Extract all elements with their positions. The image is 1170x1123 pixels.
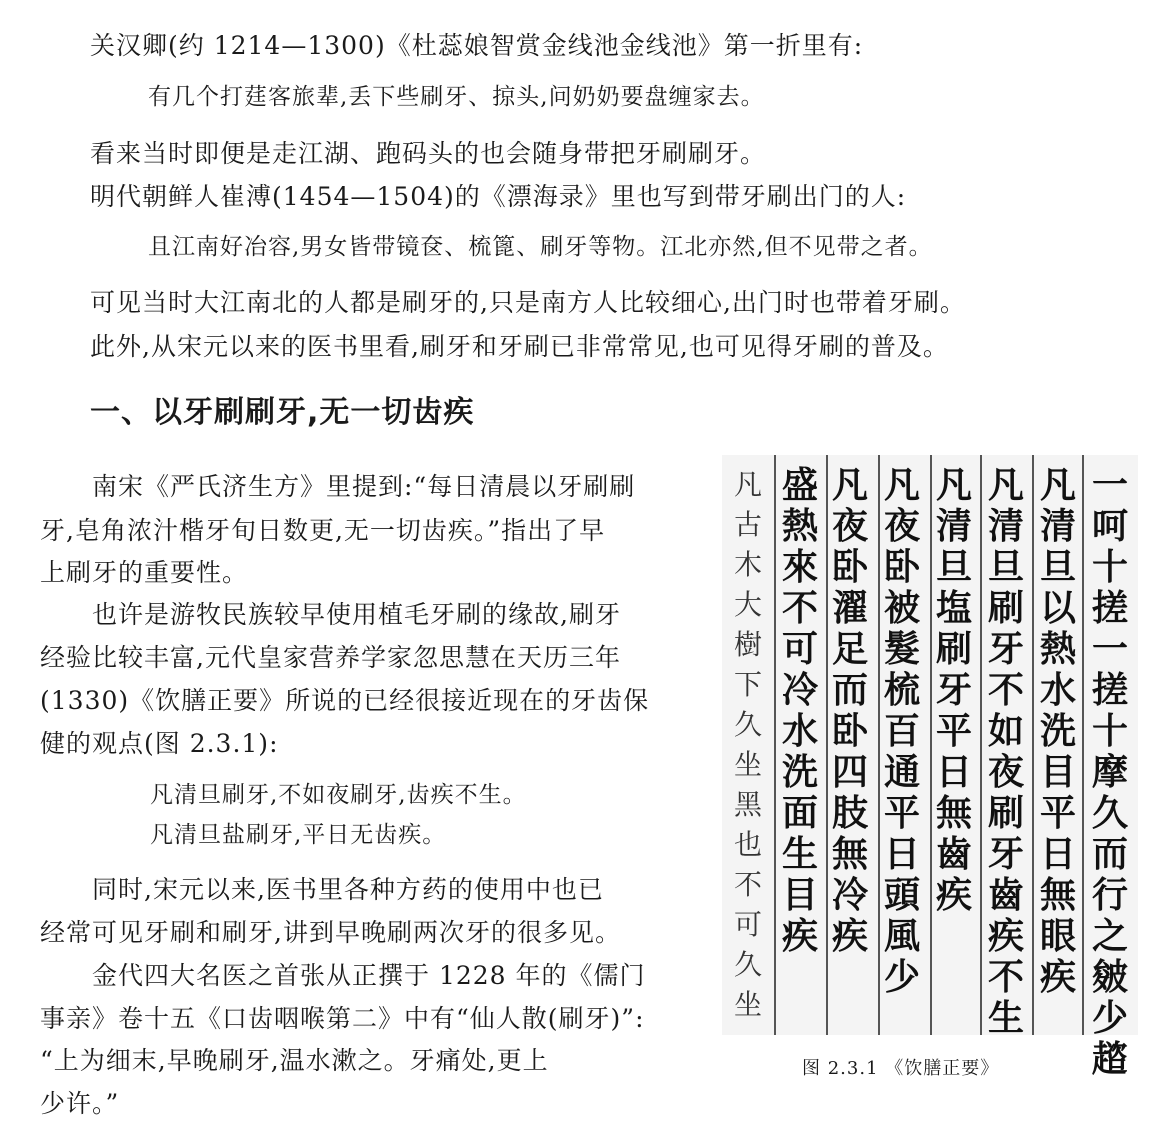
figure-glyph: 足	[831, 628, 868, 670]
figure-glyph: 刷	[987, 792, 1024, 834]
figure-glyph: 平	[883, 792, 920, 834]
figure-glyph: 坐	[733, 988, 762, 1021]
figure-glyph: 四	[831, 751, 868, 793]
figure-glyph: 洗	[781, 751, 818, 793]
figure-glyph: 以	[1039, 587, 1076, 629]
figure-glyph: 風	[883, 915, 920, 957]
figure-column-3	[984, 465, 1028, 1039]
text-line: 同时,宋元以来,医书里各种方药的使用中也已	[92, 875, 604, 904]
figure-glyph: 夜	[831, 505, 868, 547]
figure-glyph: 卧	[883, 546, 920, 588]
figure-glyph: 平	[935, 710, 972, 752]
figure-glyph: 而	[831, 669, 868, 711]
figure-glyph: 久	[733, 708, 762, 741]
figure-glyph: 大	[733, 588, 762, 621]
figure-glyph: 久	[1091, 792, 1128, 834]
figure-glyph: 木	[733, 548, 762, 581]
figure-glyph: 可	[733, 908, 762, 941]
figure-glyph: 之	[1091, 915, 1128, 957]
paragraph-guan-hanqing: 关汉卿(约 1214—1300)《杜蕊娘智赏金线池金线池》第一折里有:	[90, 31, 864, 60]
figure-glyph: 清	[987, 505, 1024, 547]
figure-glyph: 古	[733, 508, 762, 541]
figure-glyph: 生	[987, 997, 1024, 1039]
figure-glyph: 盛	[781, 464, 818, 506]
figure-column-2	[1036, 465, 1080, 998]
section-heading: 一、以牙刷刷牙,无一切齿疾	[90, 395, 475, 430]
figure-glyph: 百	[883, 710, 920, 752]
paragraph-yishu: 此外,从宋元以来的医书里看,刷牙和牙刷已非常常见,也可见得牙刷的普及。	[90, 332, 949, 361]
figure-glyph: 目	[781, 874, 818, 916]
figure-glyph: 如	[987, 710, 1024, 752]
figure-glyph: 來	[781, 546, 818, 588]
figure-glyph: 也	[733, 828, 762, 861]
figure-glyph: 日	[1039, 833, 1076, 875]
figure-glyph: 凡	[831, 464, 868, 506]
quote-jiangnan: 且江南好冶容,男女皆带镜奁、梳篦、刷牙等物。江北亦然,但不见带之者。	[148, 234, 933, 260]
text-line: 事亲》卷十五《口齿咽喉第二》中有“仙人散(刷牙)”:	[40, 1004, 645, 1033]
text-line: 经验比较丰富,元代皇家营养学家忽思慧在天历三年	[40, 643, 621, 672]
figure-glyph: 目	[1039, 751, 1076, 793]
figure-glyph: 無	[935, 792, 972, 834]
figure-glyph: 疾	[781, 915, 818, 957]
figure-glyph: 不	[987, 956, 1024, 998]
figure-glyph: 夜	[987, 751, 1024, 793]
figure-glyph: 一	[1091, 464, 1128, 506]
figure-glyph: 水	[781, 710, 818, 752]
text-line: “上为细末,早晚刷牙,温水漱之。牙痛处,更上	[40, 1046, 549, 1075]
figure-glyph: 水	[1039, 669, 1076, 711]
figure-glyph: 熱	[781, 505, 818, 547]
figure-glyph: 眼	[1039, 915, 1076, 957]
figure-glyph: 不	[987, 669, 1024, 711]
column-rule	[1082, 455, 1084, 1035]
quote-jin-xian-chi: 有几个打莛客旅辈,丢下些刷牙、掠头,问奶奶要盘缠家去。	[148, 84, 765, 110]
column-rule	[980, 455, 982, 1035]
figure-glyph: 旦	[987, 546, 1024, 588]
figure-glyph: 凡	[1039, 464, 1076, 506]
paragraph-nanbei: 可见当时大江南北的人都是刷牙的,只是南方人比较细心,出门时也带着牙刷。	[90, 288, 966, 317]
figure-glyph: 頭	[883, 874, 920, 916]
figure-glyph: 清	[935, 505, 972, 547]
figure-glyph: 疾	[1039, 956, 1076, 998]
text-line: 上刷牙的重要性。	[40, 558, 249, 587]
text-line: 南宋《严氏济生方》里提到:“每日清晨以牙刷刷	[92, 472, 636, 501]
figure-glyph: 肢	[831, 792, 868, 834]
figure-glyph: 面	[781, 792, 818, 834]
figure-glyph: 梳	[883, 669, 920, 711]
text-line: 牙,皂角浓汁楷牙旬日数更,无一切齿疾。”指出了早	[40, 516, 606, 545]
figure-glyph: 凡	[987, 464, 1024, 506]
figure-glyph: 無	[831, 833, 868, 875]
figure-glyph: 日	[935, 751, 972, 793]
text-line: 也许是游牧民族较早使用植毛牙刷的缘故,刷牙	[92, 600, 621, 629]
figure-column-1	[1088, 465, 1132, 1080]
figure-column-7	[778, 465, 822, 957]
figure-glyph: 十	[1091, 546, 1128, 588]
figure-glyph: 不	[733, 868, 762, 901]
figure-glyph: 凡	[935, 464, 972, 506]
figure-glyph: 搓	[1091, 587, 1128, 629]
figure-glyph: 卧	[831, 710, 868, 752]
figure-glyph: 洗	[1039, 710, 1076, 752]
figure-glyph: 凡	[733, 468, 762, 501]
figure-glyph: 坐	[733, 748, 762, 781]
figure-glyph: 少	[1091, 997, 1128, 1039]
figure-glyph: 卧	[831, 546, 868, 588]
figure-glyph: 刷	[935, 628, 972, 670]
figure-glyph: 疾	[935, 874, 972, 916]
quote-line: 凡清旦刷牙,不如夜刷牙,齿疾不生。	[150, 782, 527, 808]
quote-line: 凡清旦盐刷牙,平日无齿疾。	[150, 822, 447, 848]
figure-column-8	[726, 465, 770, 1025]
paragraph-jianghu: 看来当时即便是走江湖、跑码头的也会随身带把牙刷刷牙。	[90, 139, 767, 168]
figure-glyph: 搓	[1091, 669, 1128, 711]
figure-glyph: 被	[883, 587, 920, 629]
figure-glyph: 一	[1091, 628, 1128, 670]
figure-glyph: 平	[1039, 792, 1076, 834]
figure-caption: 图 2.3.1 《饮膳正要》	[802, 1058, 1000, 1079]
figure-glyph: 冷	[781, 669, 818, 711]
figure-column-6	[828, 465, 872, 957]
figure-glyph: 十	[1091, 710, 1128, 752]
figure-column-4	[932, 465, 976, 916]
figure-glyph: 久	[733, 948, 762, 981]
figure-glyph: 牙	[987, 833, 1024, 875]
figure-glyph: 而	[1091, 833, 1128, 875]
figure-glyph: 齒	[987, 874, 1024, 916]
figure-glyph: 夜	[883, 505, 920, 547]
figure-glyph: 樹	[733, 628, 762, 661]
figure-glyph: 可	[781, 628, 818, 670]
paragraph-piaohailu: 明代朝鲜人崔溥(1454—1504)的《漂海录》里也写到带牙刷出门的人:	[90, 182, 907, 211]
figure-glyph: 冷	[831, 874, 868, 916]
text-line: (1330)《饮膳正要》所说的已经很接近现在的牙齿保	[40, 686, 650, 715]
column-rule	[1032, 455, 1034, 1035]
text-line: 少许。”	[40, 1089, 120, 1118]
figure-glyph: 通	[883, 751, 920, 793]
figure-glyph: 凡	[883, 464, 920, 506]
figure-glyph: 不	[781, 587, 818, 629]
figure-glyph: 塩	[935, 587, 972, 629]
text-line: 金代四大名医之首张从正撰于 1228 年的《儒门	[92, 961, 646, 990]
text-line: 经常可见牙刷和刷牙,讲到早晚刷两次牙的很多见。	[40, 918, 621, 947]
figure-glyph: 清	[1039, 505, 1076, 547]
figure-glyph: 旦	[1039, 546, 1076, 588]
figure-glyph: 疾	[831, 915, 868, 957]
figure-glyph: 牙	[987, 628, 1024, 670]
figure-glyph: 旦	[935, 546, 972, 588]
figure-glyph: 刷	[987, 587, 1024, 629]
figure-glyph: 熱	[1039, 628, 1076, 670]
column-rule	[774, 455, 776, 1035]
figure-glyph: 髮	[883, 628, 920, 670]
figure-glyph: 疾	[987, 915, 1024, 957]
text-line: 健的观点(图 2.3.1):	[40, 729, 279, 758]
figure-glyph: 黑	[733, 788, 762, 821]
figure-glyph: 無	[1039, 874, 1076, 916]
figure-glyph: 下	[733, 668, 762, 701]
figure-glyph: 少	[883, 956, 920, 998]
figure-column-5	[880, 465, 924, 998]
figure-glyph: 生	[781, 833, 818, 875]
figure-glyph: 趦	[1091, 1038, 1128, 1080]
figure-glyph: 皴	[1091, 956, 1128, 998]
figure-glyph: 日	[883, 833, 920, 875]
figure-glyph: 牙	[935, 669, 972, 711]
figure-glyph: 濯	[831, 587, 868, 629]
figure-glyph: 呵	[1091, 505, 1128, 547]
figure-glyph: 齒	[935, 833, 972, 875]
figure-glyph: 行	[1091, 874, 1128, 916]
figure-glyph: 摩	[1091, 751, 1128, 793]
